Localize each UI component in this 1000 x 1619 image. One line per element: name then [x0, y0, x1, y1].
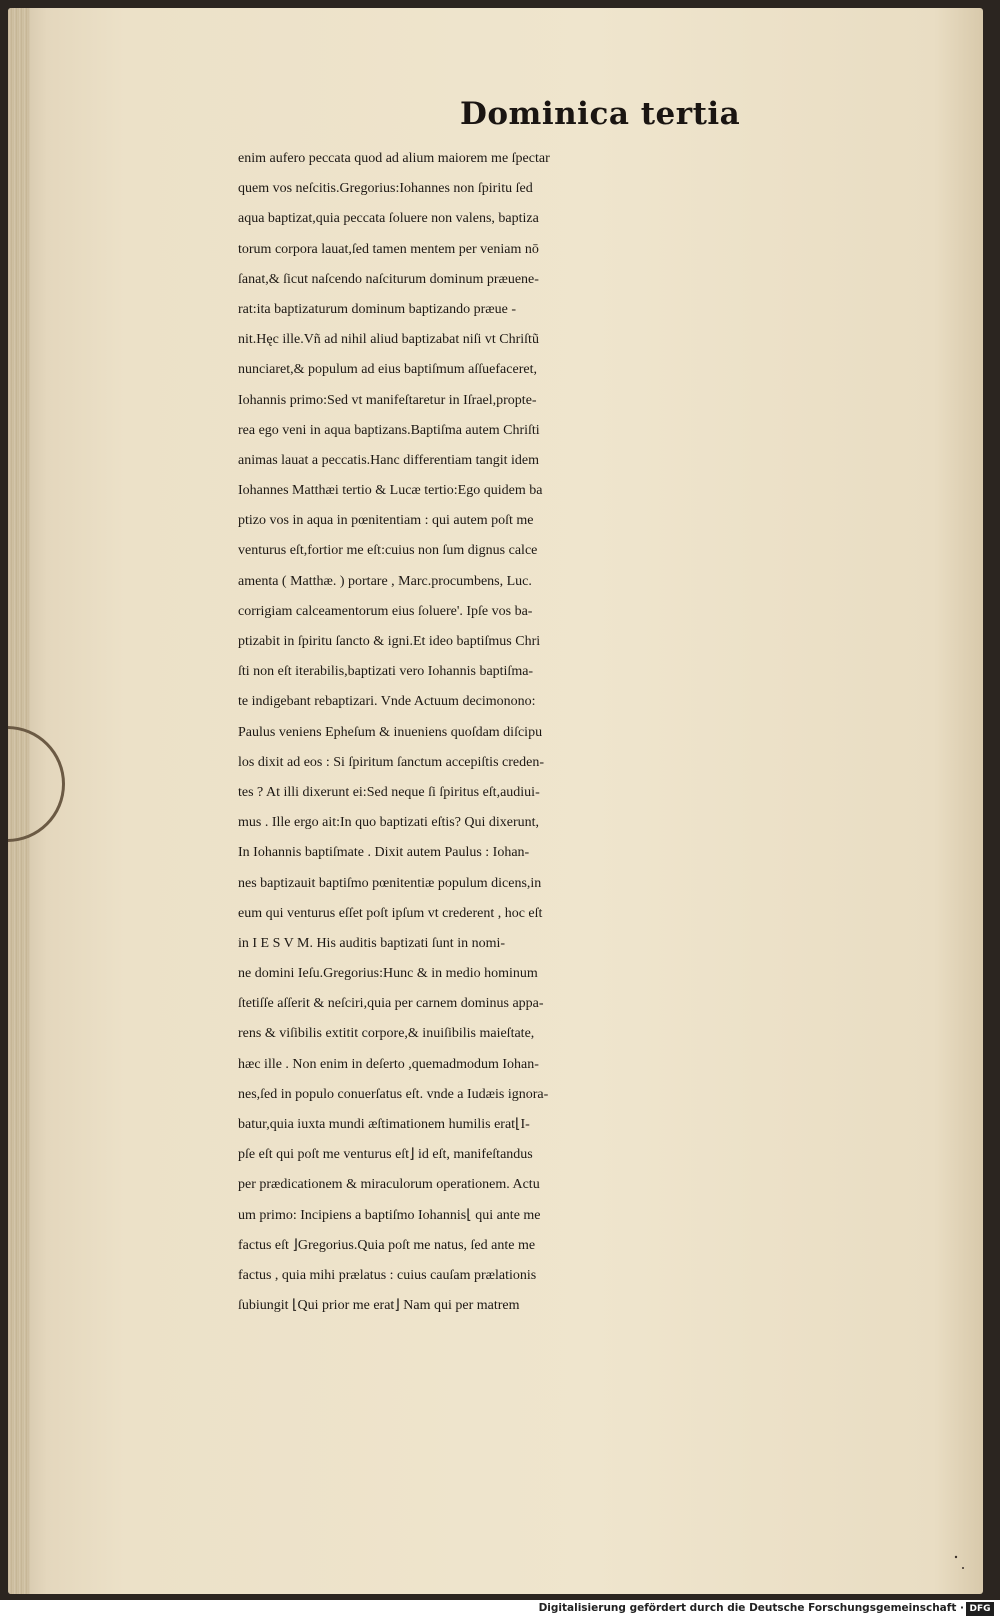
text-line: nes baptizauit baptiſmo pœnitentiæ populum dicens,in [238, 875, 542, 891]
text-line: corrigiam calceamentorum eius ſoluere'. Ipſe vos ba- [238, 603, 533, 619]
text-line: ſtetiſſe aſſerit & neſciri,quia per carnem dominus appa- [238, 996, 544, 1012]
text-line: mus . Ille ergo ait:In quo baptizati eſtis? Qui dixerunt, [238, 815, 540, 831]
text-line: enim aufero peccata quod ad alium maiorem me ſpectar [238, 151, 550, 166]
dfg-logo: DFG [966, 1602, 994, 1616]
text-line: te indigebant rebaptizari. Vnde Actuum decimonono: [238, 694, 536, 710]
text-line: ne domini Ieſu.Gregorius:Hunc & in medio hominum [238, 966, 538, 982]
text-line: factus , quia mihi prælatus : cuius cauſam prælationis [238, 1267, 537, 1283]
text-line: nit.Hęc ille.Vñ ad nihil aliud baptizabat niſi vt Chriſtũ [238, 332, 539, 348]
text-line: per prædicationem & miraculorum operationem. Actu [238, 1177, 540, 1193]
text-line: los dixit ad eos : Si ſpiritum ſanctum accepiſtis creden- [238, 754, 544, 770]
text-line: nunciaret,& populum ad eius baptiſmum aſſuefaceret, [238, 362, 537, 378]
text-line: torum corpora lauat,ſed tamen mentem per veniam nō [238, 241, 539, 257]
text-line: um primo: Incipiens a baptiſmo Iohannis⌊ qui ante me [238, 1207, 541, 1223]
text-line: factus eſt ⌋Gregorius.Quia poſt me natus, ſed ante me [238, 1237, 536, 1253]
ink-specks [953, 1553, 967, 1573]
text-line: quem vos neſcitis.Gregorius:Iohannes non ſpiritu ſed [238, 181, 533, 197]
text-line: amenta ( Matthæ. ) portare , Marc.procumbens, Luc. [238, 573, 532, 589]
text-line: eum qui venturus eſſet poſt ipſum vt crederent , hoc eſt [238, 905, 543, 921]
text-line: hæc ille . Non enim in deſerto ,quemadmodum Iohan- [238, 1056, 539, 1072]
text-line: rens & viſibilis extitit corpore,& inuiſibilis maieſtate, [238, 1026, 535, 1042]
text-line: In Iohannis baptiſmate . Dixit autem Paulus : Iohan- [238, 845, 530, 861]
text-line: ptizo vos in aqua in pœnitentiam : qui autem poſt me [238, 513, 534, 529]
text-line: pſe eſt qui poſt me venturus eſt⌋ id eſt, manifeſtandus [238, 1147, 533, 1163]
text-line: ſubiungit ⌊Qui prior me erat⌋ Nam qui per matrem [238, 1298, 520, 1314]
text-line: Iohannes Matthæi tertio & Lucæ tertio:Ego quidem ba [238, 483, 543, 499]
text-line: rat:ita baptizaturum dominum baptizando præue - [238, 301, 516, 317]
text-line: ſti non eſt iterabilis,baptizati vero Iohannis baptiſma- [238, 664, 534, 680]
digitization-footer [0, 1600, 1000, 1619]
text-line: Iohannis primo:Sed vt manifeſtaretur in Iſrael,propte- [238, 392, 537, 408]
running-head: Dominica tertia [460, 96, 741, 132]
text-line: aqua baptizat,quia peccata ſoluere non valens, baptiza [238, 211, 539, 227]
book-clasp-mark [8, 726, 65, 842]
text-line: ptizabit in ſpiritu ſancto & igni.Et ideo baptiſmus Chri [238, 634, 541, 649]
text-line: tes ? At illi dixerunt ei:Sed neque ſi ſpiritus eſt,audiui- [238, 784, 540, 800]
book-page [8, 8, 983, 1594]
text-line: nes,ſed in populo conuerſatus eſt. vnde a Iudæis ignora- [238, 1086, 549, 1102]
text-line: animas lauat a peccatis.Hanc differentiam tangit idem [238, 452, 540, 468]
text-line: ſanat,& ſicut naſcendo naſciturum dominum præuene- [238, 271, 539, 287]
text-line: rea ego veni in aqua baptizans.Baptiſma autem Chriſti [238, 422, 540, 438]
body-text [238, 144, 928, 1321]
text-line: batur,quia iuxta mundi æſtimationem humilis erat⌊I- [238, 1117, 530, 1132]
funding-credit: Digitalisierung gefördert durch die Deutsche Forschungsgemeinschaft · [538, 1602, 964, 1614]
text-line: Paulus veniens Epheſum & inueniens quoſdam diſcipu [238, 724, 543, 740]
text-line: venturus eſt,fortior me eſt:cuius non ſum dignus calce [238, 543, 538, 559]
text-line: in I E S V M. His auditis baptizati ſunt in nomi- [238, 935, 506, 951]
